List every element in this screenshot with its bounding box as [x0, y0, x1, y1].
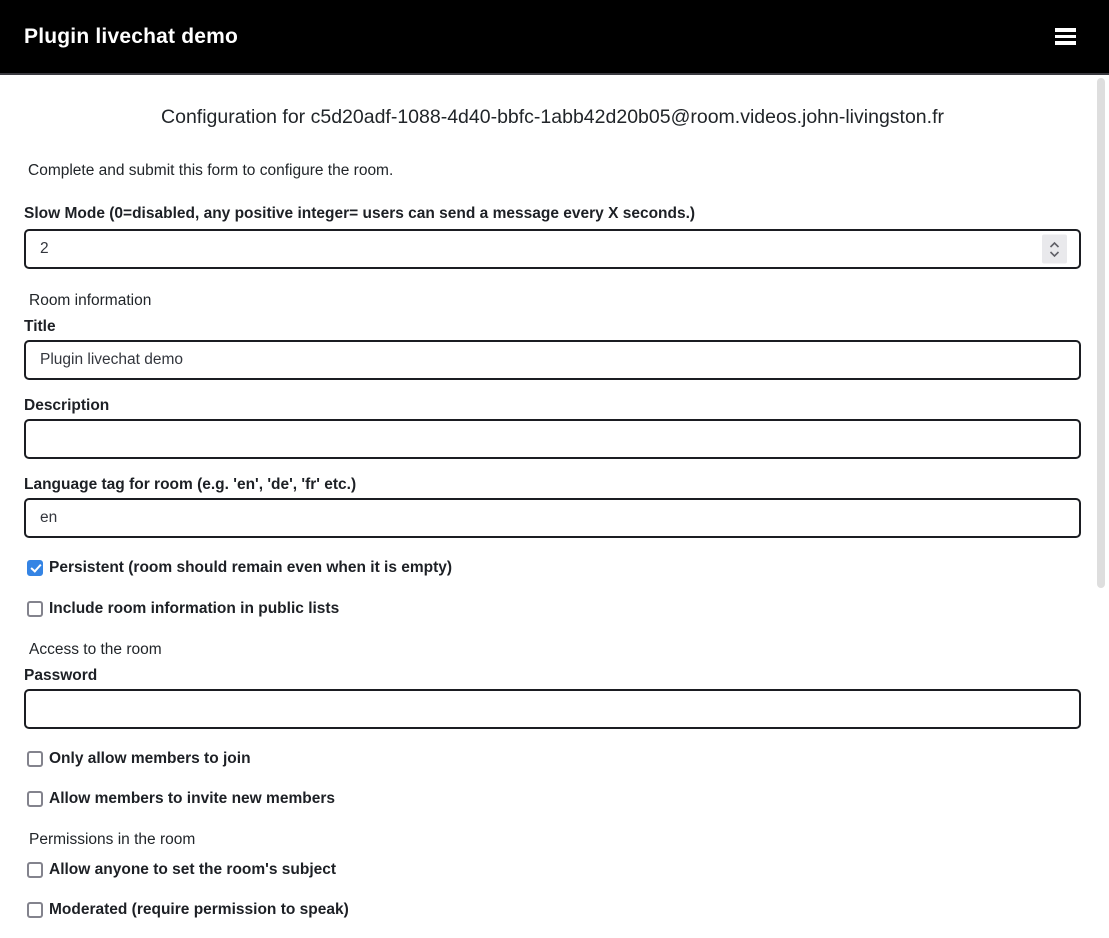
slow-mode-label: Slow Mode (0=disabled, any positive integer= users can send a message every X seconds.)	[24, 205, 696, 222]
scrollbar-thumb[interactable]	[1097, 78, 1105, 588]
members-invite-checkbox[interactable]	[27, 791, 43, 807]
form-instructions: Complete and submit this form to configure the room.	[28, 162, 394, 179]
members-invite-label: Allow members to invite new members	[49, 790, 335, 807]
password-input[interactable]	[24, 689, 1081, 729]
configuration-form	[0, 103, 1109, 919]
persistent-label: Persistent (room should remain even when it is empty)	[49, 559, 453, 576]
moderated-row	[27, 900, 1081, 919]
public-lists-label: Include room information in public lists	[49, 600, 340, 617]
moderated-checkbox[interactable]	[27, 902, 43, 918]
title-input[interactable]	[24, 340, 1081, 380]
hamburger-menu-icon	[1055, 28, 1076, 32]
anyone-subject-label: Allow anyone to set the room's subject	[49, 861, 337, 878]
scrollbar	[1093, 75, 1109, 938]
public-lists-checkbox[interactable]	[27, 601, 43, 617]
language-input[interactable]	[24, 498, 1081, 538]
members-only-label: Only allow members to join	[49, 750, 251, 767]
slow-mode-input[interactable]	[24, 229, 1081, 269]
members-only-row	[27, 749, 1081, 768]
description-label: Description	[24, 397, 110, 414]
app-header	[0, 0, 1109, 75]
anyone-subject-row	[27, 860, 1081, 879]
description-input[interactable]	[24, 419, 1081, 459]
anyone-subject-checkbox[interactable]	[27, 862, 43, 878]
section-room-information: Room information	[29, 292, 152, 309]
chevron-up-icon	[1049, 241, 1060, 248]
page-title: Configuration for c5d20adf-1088-4d40-bbfc-1abb42d20b05@room.videos.john-livingston.fr	[161, 106, 944, 128]
moderated-label: Moderated (require permission to speak)	[49, 901, 349, 918]
chevron-down-icon	[1049, 250, 1060, 257]
section-access: Access to the room	[29, 641, 162, 658]
number-stepper[interactable]	[1042, 235, 1067, 264]
persistent-checkbox[interactable]	[27, 560, 43, 576]
menu-button[interactable]	[1055, 24, 1076, 49]
password-label: Password	[24, 667, 98, 684]
slow-mode-field	[24, 229, 1081, 269]
members-invite-row	[27, 789, 1081, 808]
language-label: Language tag for room (e.g. 'en', 'de', 'fr' etc.)	[24, 476, 357, 493]
title-label: Title	[24, 318, 56, 335]
persistent-row	[27, 558, 1081, 577]
public-lists-row	[27, 599, 1081, 618]
members-only-checkbox[interactable]	[27, 751, 43, 767]
app-title: Plugin livechat demo	[24, 24, 239, 48]
section-permissions: Permissions in the room	[29, 831, 196, 848]
